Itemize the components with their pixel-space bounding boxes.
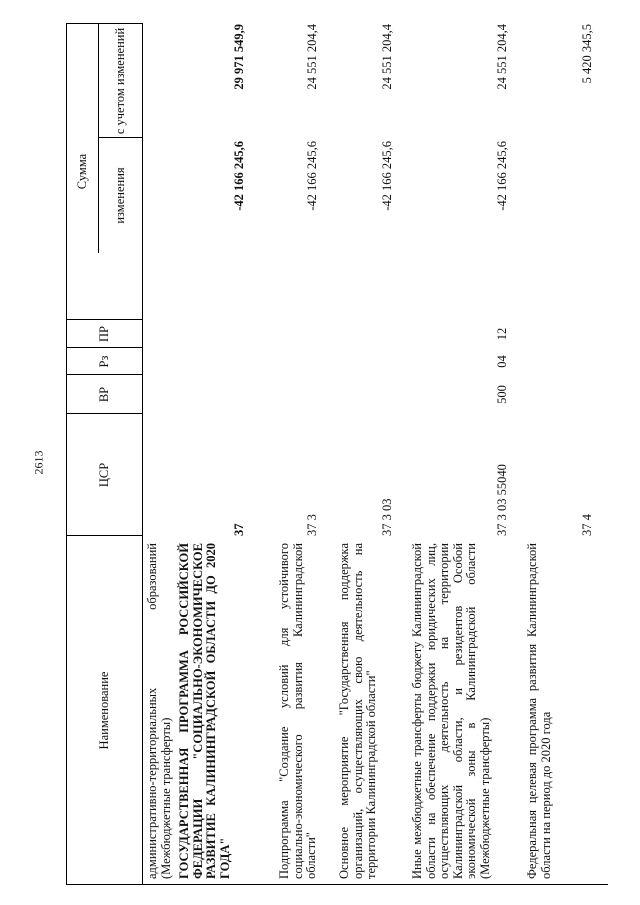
- table-left-border: [66, 884, 608, 885]
- row-name: Основное мероприятие "Государственная поддержка организаций, осуществляющих свою деятельность на территории Калининградской области": [337, 543, 379, 879]
- header-vr: ВР: [96, 386, 111, 403]
- header-rz: Рз: [96, 355, 111, 368]
- header-sum: Сумма: [74, 153, 89, 190]
- header-pr: ПР: [96, 326, 111, 342]
- row-with-change: 5 420 345,5: [580, 24, 594, 84]
- header-bottom-rule: [142, 23, 143, 885]
- row-with-change: 29 971 549,9: [232, 24, 246, 90]
- row-name: административно-территориальных образований (Межбюджетные трансферты): [145, 543, 173, 879]
- row-change: -42 166 245,6: [495, 141, 509, 211]
- row-change: -42 166 245,6: [305, 141, 319, 211]
- row-csr: 37 3: [305, 514, 319, 536]
- row-name: Подпрограмма "Создание условий для устойчивого социально-экономического развития Калининградской области": [277, 543, 319, 879]
- row-csr: 37 4: [580, 514, 594, 536]
- row-with-change: 24 551 204,4: [305, 24, 319, 90]
- row-with-change: 24 551 204,4: [495, 24, 509, 90]
- row-pr: 12: [495, 327, 509, 341]
- row-name: ГОСУДАРСТВЕННАЯ ПРОГРАММА РОССИЙСКОЙ ФЕДЕРАЦИИ "СОЦИАЛЬНО-ЭКОНОМИЧЕСКОЕ РАЗВИТИЕ КАЛИНИНГРАДСКОЙ ОБЛАСТИ ДО 2020 ГОДА": [177, 543, 232, 879]
- row-name: Иные межбюджетные трансферты бюджету Калининградской области на обеспечение поддержки юридических лиц, осуществляющих деятельность на территории Калининградской области, и резидентов Особой экономической зоны в Калининградской области (Межбюджетные трансферты): [410, 543, 492, 879]
- header-with-change: с учетом изменений: [112, 27, 127, 135]
- page-number: 2613: [31, 450, 46, 474]
- header-change: изменения: [112, 167, 127, 224]
- row-csr: 37 3 03 55040: [495, 464, 509, 536]
- row-vr: 500: [495, 385, 509, 404]
- row-name: Федеральная целевая программа развития Калининградской области на период до 2020 года: [525, 543, 553, 879]
- row-change: -42 166 245,6: [380, 141, 394, 211]
- row-rz: 04: [495, 355, 509, 368]
- header-name: Наименование: [96, 671, 111, 750]
- header-csr: ЦСР: [96, 462, 111, 488]
- row-change: -42 166 245,6: [232, 141, 246, 211]
- row-with-change: 24 551 204,4: [380, 24, 394, 90]
- row-csr: 37 3 03: [380, 498, 394, 536]
- row-csr: 37: [232, 523, 246, 536]
- budget-table: [66, 23, 608, 885]
